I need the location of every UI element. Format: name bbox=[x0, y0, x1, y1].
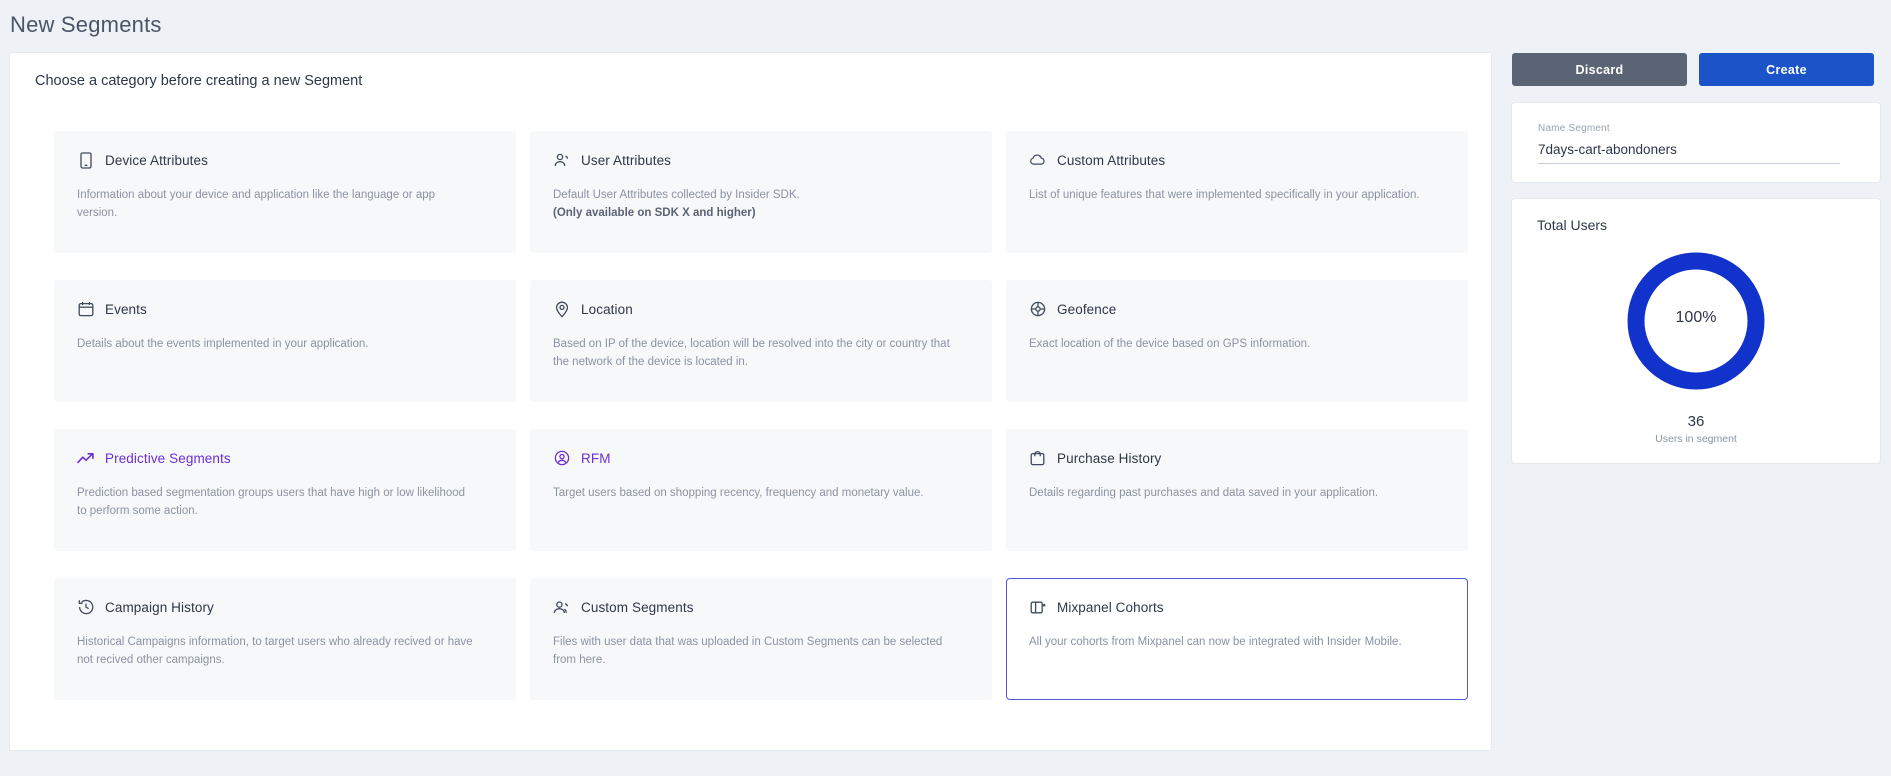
category-card-rfm[interactable] bbox=[530, 429, 992, 551]
category-card-description-text: List of unique features that were implemented specifically in your application. bbox=[1029, 189, 1420, 201]
category-card-device-attributes[interactable] bbox=[54, 131, 516, 253]
category-card-description-text: Exact location of the device based on GPS information. bbox=[1029, 338, 1311, 350]
category-card-description-text: Prediction based segmentation groups users that have high or low likelihood to perform some action. bbox=[77, 487, 466, 517]
category-card-description bbox=[553, 485, 953, 503]
category-card-title: RFM bbox=[581, 450, 611, 466]
total-users-box bbox=[1512, 199, 1880, 463]
category-card-user-attributes[interactable] bbox=[530, 131, 992, 253]
category-card-location[interactable] bbox=[530, 280, 992, 402]
donut-percent-label: 100% bbox=[1675, 309, 1717, 326]
discard-button[interactable]: Discard bbox=[1512, 53, 1687, 86]
category-card-header bbox=[1029, 298, 1445, 320]
category-card-description bbox=[1029, 187, 1429, 205]
category-card-campaign-history[interactable] bbox=[54, 578, 516, 700]
category-card-description-text: Files with user data that was uploaded in Custom Segments can be selected from here. bbox=[553, 636, 943, 666]
calendar-icon bbox=[77, 300, 94, 318]
category-card-description bbox=[77, 336, 477, 354]
category-card-description bbox=[553, 336, 953, 372]
user-icon bbox=[553, 151, 570, 169]
category-card-description-text: Target users based on shopping recency, frequency and monetary value. bbox=[553, 487, 924, 499]
category-card-custom-segments[interactable] bbox=[530, 578, 992, 700]
trend-up-icon bbox=[77, 449, 94, 467]
category-card-events[interactable] bbox=[54, 280, 516, 402]
users-caption: Users in segment bbox=[1655, 433, 1737, 445]
category-card-title: Custom Attributes bbox=[1057, 152, 1166, 168]
category-card-mixpanel-cohorts[interactable] bbox=[1006, 578, 1468, 700]
mobile-icon bbox=[77, 151, 94, 169]
category-card-description-text: Historical Campaigns information, to target users who already recived or have not recived other campaigns. bbox=[77, 636, 473, 666]
segment-name-label: Name Segment bbox=[1538, 123, 1610, 134]
category-card-header bbox=[77, 298, 493, 320]
category-card-description bbox=[553, 187, 953, 223]
category-card-description bbox=[77, 634, 477, 670]
category-card-title: Device Attributes bbox=[105, 152, 208, 168]
category-card-header bbox=[553, 447, 969, 469]
category-card-title: Campaign History bbox=[105, 599, 214, 615]
page-title: New Segments bbox=[10, 12, 162, 37]
rfm-icon bbox=[553, 449, 570, 467]
category-card-description-text: Details regarding past purchases and data saved in your application. bbox=[1029, 487, 1379, 499]
category-card-title: Purchase History bbox=[1057, 450, 1162, 466]
category-card-description-text: Information about your device and application like the language or app version. bbox=[77, 189, 436, 219]
category-card-title: Predictive Segments bbox=[105, 450, 231, 466]
category-card-description-text: Default User Attributes collected by Insider SDK. bbox=[553, 189, 800, 201]
category-card-description bbox=[1029, 485, 1429, 503]
category-card-custom-attributes[interactable] bbox=[1006, 131, 1468, 253]
category-card-geofence[interactable] bbox=[1006, 280, 1468, 402]
users-count: 36 bbox=[1687, 413, 1705, 430]
category-card-header bbox=[553, 596, 969, 618]
category-card-title: Custom Segments bbox=[581, 599, 694, 615]
category-card-title: Location bbox=[581, 301, 633, 317]
category-card-description-text: All your cohorts from Mixpanel can now be integrated with Insider Mobile. bbox=[1029, 636, 1402, 648]
category-card-description-text: Based on IP of the device, location will be resolved into the city or country that the network of the device is located in. bbox=[553, 338, 950, 368]
bag-icon bbox=[1029, 449, 1046, 467]
category-panel bbox=[10, 53, 1491, 750]
category-card-description-note: (Only available on SDK X and higher) bbox=[553, 206, 756, 219]
geofence-icon bbox=[1029, 300, 1046, 318]
category-card-header bbox=[1029, 596, 1445, 618]
category-card-purchase-history[interactable] bbox=[1006, 429, 1468, 551]
category-card-header bbox=[77, 149, 493, 171]
category-card-description bbox=[1029, 634, 1429, 652]
category-card-header bbox=[77, 596, 493, 618]
category-card-header bbox=[553, 149, 969, 171]
category-card-description-text: Details about the events implemented in your application. bbox=[77, 338, 369, 350]
panel-heading: Choose a category before creating a new Segment bbox=[35, 73, 363, 89]
right-rail bbox=[1512, 53, 1880, 463]
segment-name-box bbox=[1512, 103, 1880, 182]
category-card-header bbox=[77, 447, 493, 469]
category-card-header bbox=[553, 298, 969, 320]
rail-action-buttons bbox=[1512, 53, 1880, 86]
category-card-description bbox=[1029, 336, 1429, 354]
category-card-predictive-segments[interactable] bbox=[54, 429, 516, 551]
category-card-title: Geofence bbox=[1057, 301, 1117, 317]
category-card-title: Events bbox=[105, 301, 147, 317]
category-card-description bbox=[77, 485, 477, 521]
category-card-description bbox=[553, 634, 953, 670]
category-grid bbox=[54, 131, 1470, 700]
history-clock-icon bbox=[77, 598, 94, 616]
cohorts-icon bbox=[1029, 598, 1046, 616]
users-group-icon bbox=[553, 598, 570, 616]
map-pin-icon bbox=[553, 300, 570, 318]
total-users-title: Total Users bbox=[1537, 217, 1608, 233]
create-button[interactable]: Create bbox=[1699, 53, 1874, 86]
segment-name-input[interactable] bbox=[1538, 142, 1840, 164]
cloud-icon bbox=[1029, 151, 1046, 169]
users-donut-chart bbox=[1622, 247, 1770, 395]
category-card-description bbox=[77, 187, 477, 223]
category-card-header bbox=[1029, 149, 1445, 171]
category-card-header bbox=[1029, 447, 1445, 469]
category-card-title: User Attributes bbox=[581, 152, 672, 168]
category-card-title: Mixpanel Cohorts bbox=[1057, 599, 1164, 615]
